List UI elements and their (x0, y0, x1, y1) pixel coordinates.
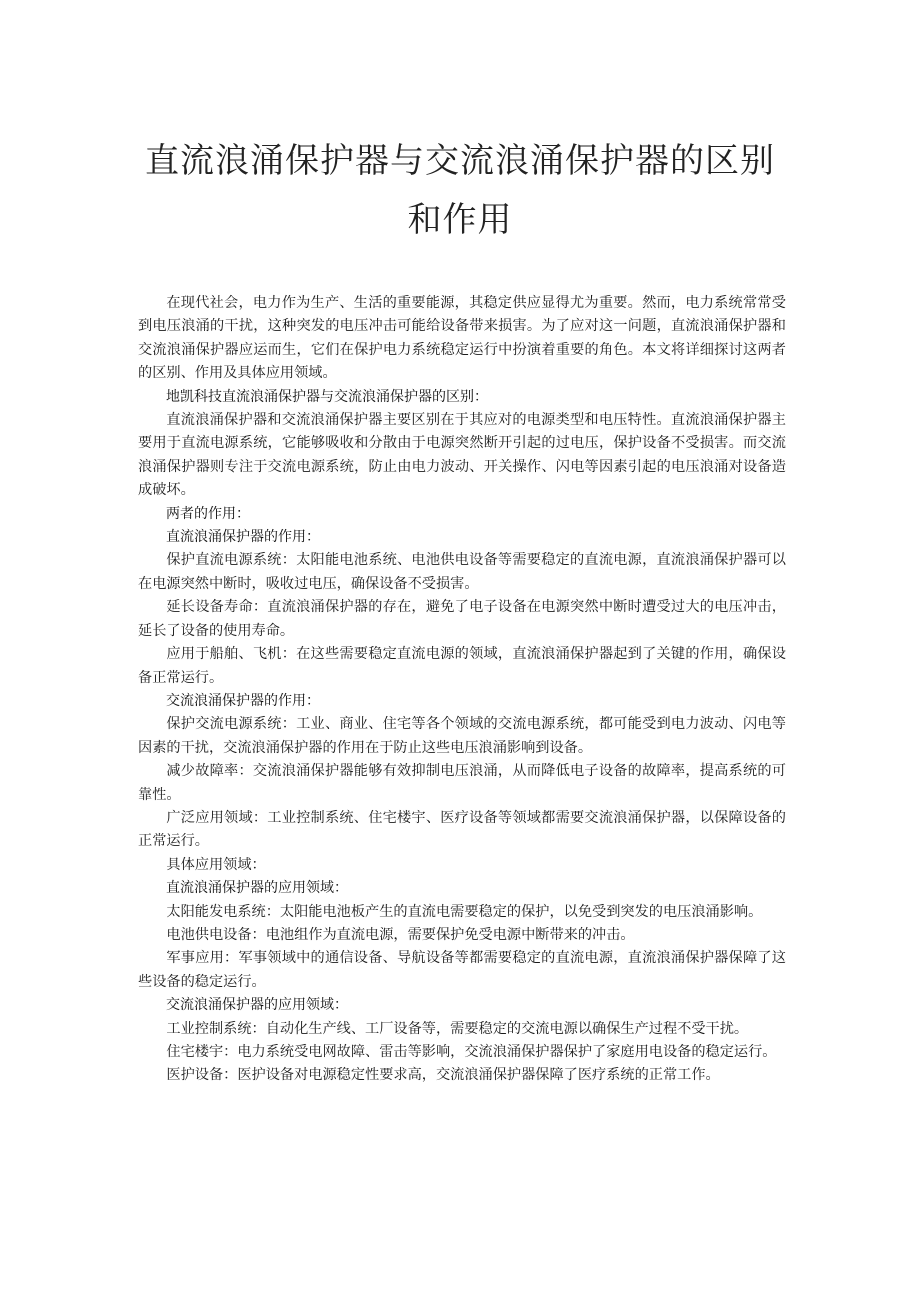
ac-application-paragraph-3: 医护设备：医护设备对电源稳定性要求高，交流浪涌保护器保障了医疗系统的正常工作。 (166, 1067, 720, 1084)
difference-paragraph: 直流浪涌保护器和交流浪涌保护器主要区别在于其应对的电源类型和电压特性。直流浪涌保护器主要用于直流电源系统，它能够吸收和分散由于电源突然断开引起的过电压，保护设备不受损害。而交流浪涌保护器则专注于交流电源系统，防止由电力波动、开关操作、闪电等因素引起的电压浪涌对设备造成破坏。 (138, 412, 786, 499)
section-heading-difference: 地凯科技直流浪涌保护器与交流浪涌保护器的区别： (166, 388, 488, 405)
ac-function-paragraph-1: 保护交流电源系统：工业、商业、住宅等各个领域的交流电源系统，都可能受到电力波动、闪电等因素的干扰，交流浪涌保护器的作用在于防止这些电压浪涌影响到设备。 (138, 716, 786, 756)
ac-application-paragraph-1: 工业控制系统：自动化生产线、工厂设备等，需要稳定的交流电源以确保生产过程不受干扰。 (166, 1020, 749, 1037)
dc-function-paragraph-2: 延长设备寿命：直流浪涌保护器的存在，避免了电子设备在电源突然中断时遭受过大的电压冲击，延长了设备的使用寿命。 (138, 599, 786, 639)
intro-paragraph: 在现代社会，电力作为生产、生活的重要能源，其稳定供应显得尤为重要。然而，电力系统常常受到电压浪涌的干扰，这种突发的电压冲击可能给设备带来损害。为了应对这一问题，直流浪涌保护器和交流浪涌保护器应运而生，它们在保护电力系统稳定运行中扮演着重要的角色。本文将详细探讨这两者的区别、作用及具体应用领域。 (138, 295, 786, 382)
dc-application-paragraph-1: 太阳能发电系统：太阳能电池板产生的直流电需要稳定的保护，以免受到突发的电压浪涌影响。 (166, 903, 763, 920)
subheading-dc-applications: 直流浪涌保护器的应用领域： (166, 880, 348, 897)
section-heading-functions: 两者的作用： (166, 505, 250, 522)
ac-application-paragraph-2: 住宅楼宇：电力系统受电网故障、雷击等影响，交流浪涌保护器保护了家庭用电设备的稳定运行。 (166, 1044, 777, 1060)
ac-function-paragraph-3: 广泛应用领域：工业控制系统、住宅楼宇、医疗设备等领域都需要交流浪涌保护器，以保障设备的正常运行。 (138, 809, 786, 850)
dc-function-paragraph-3: 应用于船舶、飞机：在这些需要稳定直流电源的领域，直流浪涌保护器起到了关键的作用，确保设备正常运行。 (138, 646, 786, 686)
ac-function-paragraph-2: 减少故障率：交流浪涌保护器能够有效抑制电压浪涌，从而降低电子设备的故障率，提高系统的可靠性。 (138, 763, 786, 803)
document-title-line-2: 和作用 (407, 200, 513, 240)
subheading-ac-function: 交流浪涌保护器的作用： (166, 692, 320, 709)
subheading-dc-function: 直流浪涌保护器的作用： (166, 529, 320, 546)
dc-application-paragraph-2: 电池供电设备：电池组作为直流电源，需要保护免受电源中断带来的冲击。 (166, 926, 635, 943)
section-heading-applications: 具体应用领域： (166, 856, 266, 873)
subheading-ac-applications: 交流浪涌保护器的应用领域： (166, 997, 348, 1014)
document-body (138, 292, 786, 1088)
dc-application-paragraph-3: 军事应用：军事领域中的通信设备、导航设备等都需要稳定的直流电源，直流浪涌保护器保障了这些设备的稳定运行。 (138, 950, 786, 990)
dc-function-paragraph-1: 保护直流电源系统：太阳能电池系统、电池供电设备等需要稳定的直流电源，直流浪涌保护器可以在电源突然中断时，吸收过电压，确保设备不受损害。 (138, 552, 786, 592)
document-title-line-1: 直流浪涌保护器与交流浪涌保护器的区别 (145, 141, 775, 181)
